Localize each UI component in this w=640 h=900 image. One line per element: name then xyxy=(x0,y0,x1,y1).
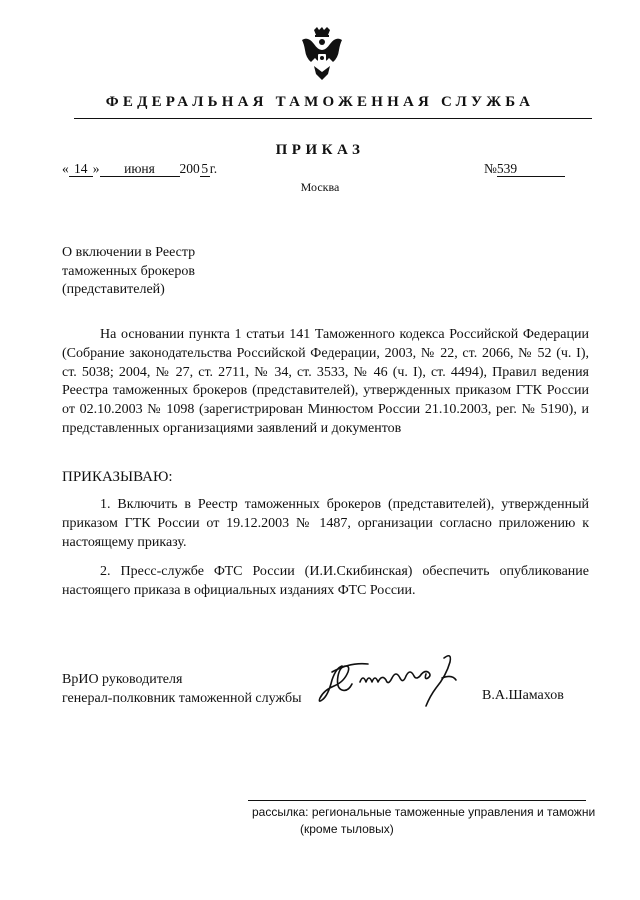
order-item-1 xyxy=(62,496,589,552)
distribution-line-1: рассылка: региональные таможенные управления и таможни xyxy=(252,805,596,819)
subject-line: (представителей) xyxy=(62,282,165,297)
date-year-prefix: 200 xyxy=(179,161,200,176)
position-line-1: ВрИО руководителя xyxy=(62,672,183,687)
document-type: ПРИКАЗ xyxy=(275,142,365,158)
document-subject xyxy=(62,244,322,300)
distribution-list xyxy=(252,804,595,838)
date-open-quote: « xyxy=(62,161,69,176)
document-date xyxy=(62,161,217,177)
handwritten-signature xyxy=(312,648,482,710)
date-day: 14 xyxy=(69,162,93,177)
subject-line: таможенных брокеров xyxy=(62,263,196,279)
date-year-suffix: 5 xyxy=(201,161,209,176)
coat-of-arms-emblem xyxy=(298,26,346,82)
agency-name: ФЕДЕРАЛЬНАЯ ТАМОЖЕННАЯ СЛУЖБА xyxy=(105,94,535,110)
footer-rule xyxy=(248,800,586,801)
document-number xyxy=(484,161,565,177)
position-line-2: генерал-полковник таможенной службы xyxy=(62,691,302,706)
signatory-name: В.А.Шамахов xyxy=(482,688,564,703)
document-city: Москва xyxy=(300,180,340,194)
number-prefix: № xyxy=(484,161,497,176)
preamble-text: На основании пункта 1 статьи 141 Таможенного кодекса Российской Федерации (Собрание законодательства Российской Федерации, 2003, № 22, ст. 2066, № 52 (ч. I), ст. 5038; 2004, № 27, ст. 2711, № 34, ст. 3533, № 46 (ч. I), ст. 4494), Правил ведения Реестра таможенных брокеров (представителей), утвержденных приказом ГТК России от 02.10.2003 № 1098 (зарегистрирован Минюстом России 21.10.2003, рег. № 5190), и представленных организациями заявлений и документов xyxy=(62,327,589,436)
order-item-2 xyxy=(62,563,589,601)
distribution-line-2: (кроме тыловых) xyxy=(300,822,394,836)
signatory-position xyxy=(62,670,301,708)
order-item-1-text: 1. Включить в Реестр таможенных брокеров (представителей), утвержденный приказом ГТК России от 19.12.2003 № 1487, организации согласно приложению к настоящему приказу. xyxy=(62,497,589,550)
order-word: ПРИКАЗЫВАЮ: xyxy=(62,469,173,485)
date-year-end: г. xyxy=(209,161,218,176)
number-value: 539 xyxy=(497,162,565,177)
preamble-paragraph xyxy=(62,326,589,439)
subject-line: О включении в Реестр xyxy=(62,245,196,260)
date-close-quote: » xyxy=(92,161,100,176)
date-month: июня xyxy=(100,162,180,177)
order-item-2-text: 2. Пресс-службе ФТС России (И.И.Скибинская) обеспечить опубликование настоящего приказа в официальных изданиях ФТС России. xyxy=(62,564,589,598)
header-rule xyxy=(74,118,592,119)
